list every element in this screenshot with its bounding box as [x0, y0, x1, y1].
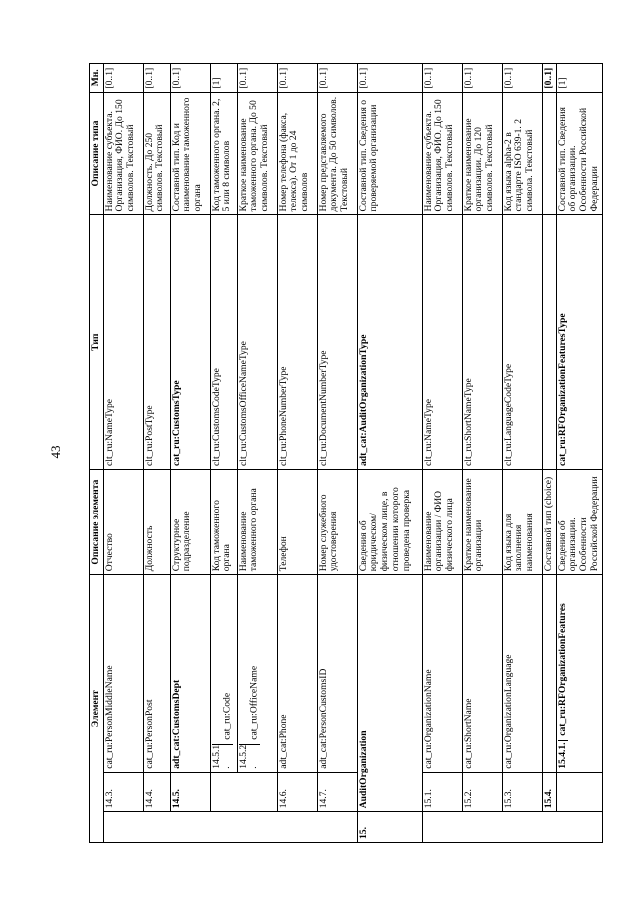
type-desc: Должность. До 250 символов. Текстовый — [143, 92, 170, 215]
table-row — [237, 64, 277, 843]
type-desc: Составной тип. Сведения об организации. Особенности Российской Федерации — [556, 92, 602, 215]
multiplicity: [1] — [210, 64, 237, 93]
header-element-desc: Описание элемента — [90, 469, 104, 574]
spec-table — [89, 63, 603, 843]
type-name: adt_cat:AuditOrganizationType — [357, 215, 422, 470]
row-number: 14.7. — [317, 772, 357, 811]
element-desc: Составной тип (choice) — [542, 469, 556, 574]
table-row — [143, 64, 170, 843]
type-desc: Код таможенного органа. 2, 5 или 8 символов — [210, 92, 237, 215]
element-name: cat_ru:ShortName — [462, 575, 502, 773]
type-name: clt_ru:ShortNameType — [462, 215, 502, 470]
element-name-text: cat_ru:Code — [221, 692, 233, 740]
element-desc: Наименование таможенного органа — [237, 469, 277, 574]
element-desc: Код таможенного органа — [210, 469, 237, 574]
element-name — [210, 575, 237, 773]
row-number: 15.4. — [542, 772, 556, 811]
type-name: cat_ru:CustomsType — [170, 215, 210, 470]
element-desc: Краткое наименование организации — [462, 469, 502, 574]
row-number: 15.3. — [502, 772, 542, 811]
header-element: Элемент — [90, 575, 104, 843]
element-name: adt_cat:Phone — [277, 575, 317, 773]
element-desc: Телефон — [277, 469, 317, 574]
row-number: 14.3. — [103, 772, 143, 811]
element-desc: Сведения об юридическом/физическом лице, в отношении которого проведена проверка — [357, 469, 422, 574]
multiplicity: [0..1] — [317, 64, 357, 93]
table-row — [502, 64, 542, 843]
type-desc: Краткое наименование таможенного органа. До 50 символов. Текстовый — [237, 92, 277, 215]
element-desc: Отчество — [103, 469, 143, 574]
multiplicity: [0..1] — [502, 64, 542, 93]
type-name: clt_ru:NameType — [103, 215, 143, 470]
multiplicity: [0..1] — [277, 64, 317, 93]
element-desc: Код языка для заполнения наименования — [502, 469, 542, 574]
header-type-desc: Описание типа — [90, 92, 104, 215]
type-desc: Наименование субъекта. Организация, ФИО. До 150 символов. Текстовый — [103, 92, 143, 215]
multiplicity: [0..1] — [170, 64, 210, 93]
type-name: cat_ru:RFOrganizationFeaturesType — [556, 215, 602, 470]
header-type: Тип — [90, 215, 104, 470]
element-name — [556, 575, 602, 773]
sub-number: 14.5.1. — [212, 744, 233, 772]
type-name: clt_ru:DocumentNumberType — [317, 215, 357, 470]
multiplicity: [0..1] — [237, 64, 277, 93]
type-name: clt_ru:PhoneNumberType — [277, 215, 317, 470]
sub-number: 15.4.1. — [558, 740, 569, 772]
rotated-table-frame — [89, 63, 600, 843]
table-row — [103, 64, 143, 843]
element-name: adt_cat:PersonCustomsID — [317, 575, 357, 773]
table-row — [210, 64, 237, 843]
element-desc: Должность — [143, 469, 170, 574]
type-name: clt_ru:PostType — [143, 215, 170, 470]
table-row — [277, 64, 317, 843]
type-name: clt_ru:LanguageCodeType — [502, 215, 542, 470]
element-name: adt_cat:CustomsDept — [170, 575, 210, 773]
sub-number: 14.5.2. — [239, 744, 260, 772]
row-number: 14.6. — [277, 772, 317, 811]
multiplicity: [0..1] — [422, 64, 462, 93]
element-desc: Сведения об организации. Особенности Российской Федерации — [556, 469, 602, 574]
multiplicity: [1] — [556, 64, 602, 93]
element-name-text: cat_ru:RFOrganizationFeatures — [556, 603, 568, 736]
element-name-text: cat_ru:OfficeName — [248, 665, 260, 740]
type-desc: Краткое наименование организации. До 120 символов. Текстовый — [462, 92, 502, 215]
element-desc: Наименование организации / ФИО физического лица — [422, 469, 462, 574]
multiplicity: [0..1] — [357, 64, 422, 93]
table-body — [103, 64, 602, 843]
row-number: 15.2. — [462, 772, 502, 811]
table-row — [462, 64, 502, 843]
type-name: clt_ru:CustomsCodeType — [210, 215, 237, 470]
type-desc: Номер телефона (факса, телекса). От 1 до 24 символов — [277, 92, 317, 215]
table-row — [357, 64, 422, 843]
type-desc: Наименование субъекта. Организация, ФИО. До 150 символов. Текстовый — [422, 92, 462, 215]
element-desc: Структурное подразделение — [170, 469, 210, 574]
element-name: cat_ru:PersonPost — [143, 575, 170, 773]
table-row — [542, 64, 556, 843]
type-desc: Код языка alpha-2 в стандарте ISO 639-1. 2 символа. Текстовый — [502, 92, 542, 215]
element-name: cat_ru:OrganizationLanguage — [502, 575, 542, 773]
element-name: cat_ru:OrganizationName — [422, 575, 462, 773]
table-row — [170, 64, 210, 843]
type-name: clt_ru:NameType — [422, 215, 462, 470]
type-desc: Составной тип. Код и наименование таможенного органа — [170, 92, 210, 215]
element-desc: Номер служебного удостоверения — [317, 469, 357, 574]
type-desc: Составной тип. Сведения о проверяемой организации — [357, 92, 422, 215]
table-row — [317, 64, 357, 843]
multiplicity: [0..1] — [143, 64, 170, 93]
row-number: 14.5. — [170, 772, 210, 811]
header-mult: Мн. — [90, 64, 104, 93]
row-number: 15. — [357, 812, 422, 843]
table-row — [422, 64, 462, 843]
multiplicity: [0..1] — [542, 64, 556, 93]
row-number: 14.4. — [143, 772, 170, 811]
table-header — [90, 64, 104, 843]
element-name — [237, 575, 277, 773]
type-name: clt_ru:CustomsOfficeNameType — [237, 215, 277, 470]
element-name: cat_ru:PersonMiddleName — [103, 575, 143, 773]
multiplicity: [0..1] — [462, 64, 502, 93]
element-name: AuditOrganization — [357, 575, 422, 812]
multiplicity: [0..1] — [103, 64, 143, 93]
table-row — [556, 64, 602, 843]
rotated-table-content — [89, 63, 600, 843]
row-number: 15.1. — [422, 772, 462, 811]
type-desc: Номер представляемого документа. До 50 символов. Текстовый — [317, 92, 357, 215]
